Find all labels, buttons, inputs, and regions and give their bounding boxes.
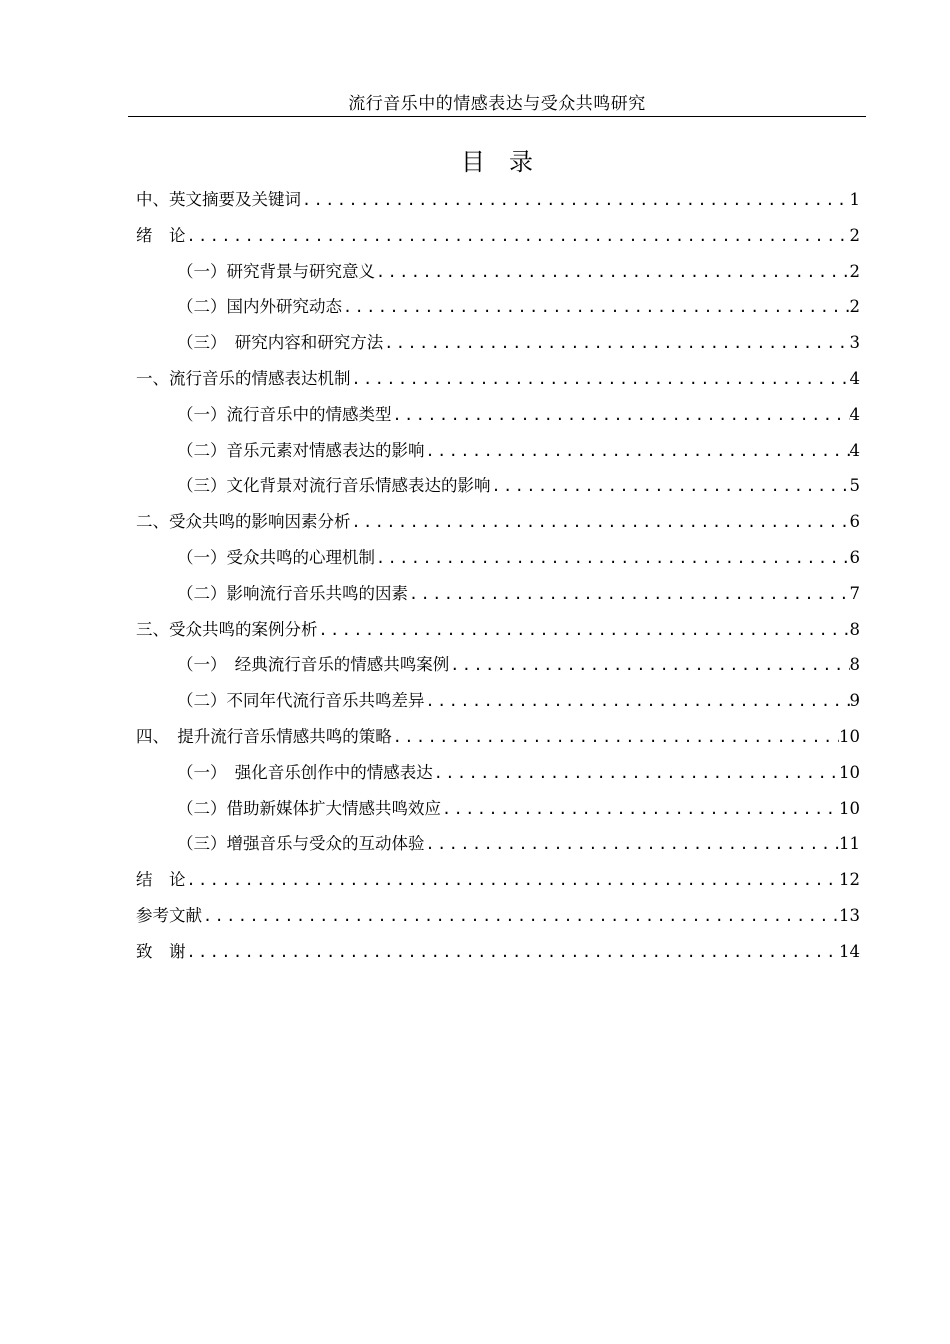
toc-dot-leader bbox=[441, 792, 839, 828]
toc-dot-leader bbox=[375, 255, 850, 291]
toc-entry-label: （二）借助新媒体扩大情感共鸣效应 bbox=[177, 798, 441, 818]
toc-entry[interactable] bbox=[136, 361, 860, 397]
toc-entry-page: 2 bbox=[849, 225, 860, 245]
toc-entry-page: 11 bbox=[839, 834, 860, 854]
toc-entry[interactable] bbox=[136, 683, 860, 719]
toc-entry[interactable] bbox=[136, 647, 860, 683]
toc-dot-leader bbox=[392, 720, 839, 756]
toc-entry[interactable] bbox=[136, 934, 860, 970]
toc-entry[interactable] bbox=[136, 182, 860, 218]
toc-entry[interactable] bbox=[136, 862, 860, 898]
toc-entry-label: （一） 强化音乐创作中的情感表达 bbox=[177, 762, 433, 782]
toc-entry[interactable] bbox=[136, 433, 860, 469]
toc-entry-page: 2 bbox=[849, 261, 860, 281]
toc-entry[interactable] bbox=[136, 468, 860, 504]
toc-dot-leader bbox=[186, 219, 850, 255]
toc-entry[interactable] bbox=[136, 325, 860, 361]
toc-entry-page: 5 bbox=[849, 476, 860, 496]
toc-entry-page: 7 bbox=[849, 583, 860, 603]
toc-entry-label: （三） 研究内容和研究方法 bbox=[177, 333, 384, 353]
toc-entry-label: 绪 论 bbox=[136, 225, 186, 245]
toc-entry[interactable] bbox=[136, 540, 860, 576]
toc-dot-leader bbox=[392, 398, 850, 434]
toc-entry-page: 10 bbox=[839, 798, 860, 818]
toc-entry[interactable] bbox=[136, 254, 860, 290]
toc-dot-leader bbox=[425, 827, 840, 863]
toc-dot-leader bbox=[425, 434, 850, 470]
toc-entry[interactable] bbox=[136, 218, 860, 254]
toc-dot-leader bbox=[351, 362, 850, 398]
toc-entry-label: 参考文献 bbox=[136, 905, 202, 925]
toc-entry[interactable] bbox=[136, 612, 860, 648]
toc-entry-page: 10 bbox=[839, 726, 860, 746]
toc-dot-leader bbox=[425, 684, 850, 720]
toc-entry[interactable] bbox=[136, 397, 860, 433]
toc-entry-label: 三、受众共鸣的案例分析 bbox=[136, 619, 318, 639]
toc-entry-page: 6 bbox=[849, 547, 860, 567]
toc-entry-page: 14 bbox=[839, 941, 860, 961]
toc-entry-label: （一） 经典流行音乐的情感共鸣案例 bbox=[177, 655, 450, 675]
toc-entry-page: 4 bbox=[849, 404, 860, 424]
toc-dot-leader bbox=[186, 935, 840, 971]
toc-entry-page: 4 bbox=[849, 368, 860, 388]
running-header-title: 流行音乐中的情感表达与受众共鸣研究 bbox=[348, 94, 646, 114]
toc-entry-label: （三）文化背景对流行音乐情感表达的影响 bbox=[177, 476, 491, 496]
toc-dot-leader bbox=[383, 326, 849, 362]
toc-entry-label: 一、流行音乐的情感表达机制 bbox=[136, 368, 351, 388]
toc-dot-leader bbox=[342, 290, 850, 326]
toc-entry-label: 二、受众共鸣的影响因素分析 bbox=[136, 512, 351, 532]
toc-entry-page: 8 bbox=[849, 655, 860, 675]
toc-dot-leader bbox=[301, 183, 850, 219]
toc-entry-label: （一）受众共鸣的心理机制 bbox=[177, 547, 375, 567]
toc-entry-label: 结 论 bbox=[136, 870, 186, 890]
toc-entry[interactable] bbox=[136, 719, 860, 755]
toc-entry-label: （二）影响流行音乐共鸣的因素 bbox=[177, 583, 408, 603]
toc-entry[interactable] bbox=[136, 898, 860, 934]
toc-dot-leader bbox=[449, 648, 849, 684]
toc-entry[interactable] bbox=[136, 826, 860, 862]
toc-entry[interactable] bbox=[136, 289, 860, 325]
toc-entry-label: 致 谢 bbox=[136, 941, 186, 961]
toc-entry-page: 1 bbox=[849, 190, 860, 209]
toc-entry[interactable] bbox=[136, 576, 860, 612]
toc-dot-leader bbox=[186, 863, 840, 899]
toc-title: 目 录 bbox=[461, 148, 533, 176]
header-rule bbox=[128, 116, 866, 117]
toc-entry[interactable] bbox=[136, 791, 860, 827]
toc-entry-page: 12 bbox=[839, 870, 860, 890]
toc-entry-page: 6 bbox=[849, 512, 860, 532]
toc-dot-leader bbox=[491, 469, 850, 505]
toc-entry-label: （二）不同年代流行音乐共鸣差异 bbox=[177, 691, 425, 711]
toc-entry-label: 中、英文摘要及关键词 bbox=[136, 190, 301, 209]
toc-entry-page: 2 bbox=[849, 297, 860, 317]
toc-dot-leader bbox=[351, 505, 850, 541]
table-of-contents bbox=[136, 182, 860, 970]
toc-dot-leader bbox=[408, 577, 850, 613]
toc-entry-label: （一）研究背景与研究意义 bbox=[177, 261, 375, 281]
toc-entry-page: 4 bbox=[849, 440, 860, 460]
toc-dot-leader bbox=[318, 613, 850, 649]
toc-entry-page: 9 bbox=[849, 691, 860, 711]
toc-dot-leader bbox=[375, 541, 850, 577]
toc-entry-label: （一）流行音乐中的情感类型 bbox=[177, 404, 392, 424]
toc-dot-leader bbox=[433, 756, 839, 792]
toc-entry-label: （二）国内外研究动态 bbox=[177, 297, 342, 317]
toc-entry[interactable] bbox=[136, 504, 860, 540]
toc-entry-label: （二）音乐元素对情感表达的影响 bbox=[177, 440, 425, 460]
toc-entry[interactable] bbox=[136, 755, 860, 791]
toc-entry-label: （三）增强音乐与受众的互动体验 bbox=[177, 834, 425, 854]
toc-entry-page: 8 bbox=[849, 619, 860, 639]
toc-entry-page: 10 bbox=[839, 762, 860, 782]
toc-entry-page: 3 bbox=[849, 333, 860, 353]
toc-entry-page: 13 bbox=[839, 905, 860, 925]
toc-entry-label: 四、 提升流行音乐情感共鸣的策略 bbox=[136, 726, 392, 746]
toc-dot-leader bbox=[202, 899, 839, 935]
